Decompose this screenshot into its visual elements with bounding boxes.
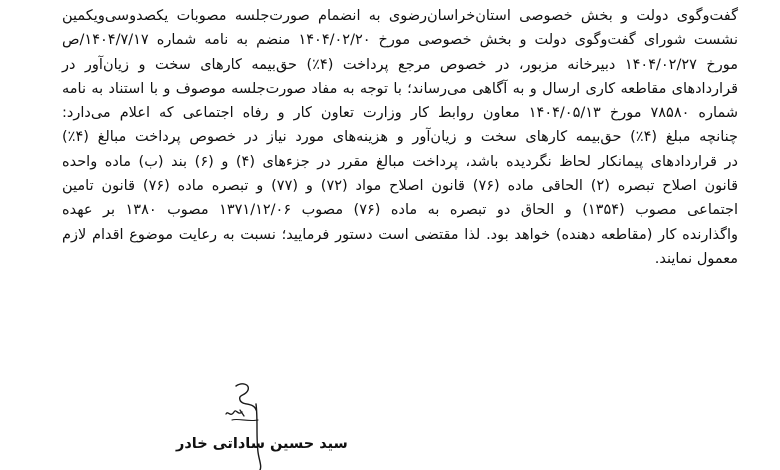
cut-off-text-row — [300, 0, 720, 2]
letter-line-8: قانون اصلاح تبصره (۲) الحاقی ماده (۷۶) قانون اصلاح مواد (۷۲) و (۷۷) و تبصره ماده (۷۶) قانون تامین — [62, 178, 739, 195]
letter-line-9: اجتماعی مصوب (۱۳۵۴) و الحاق دو تبصره به ماده (۷۶) مصوب ۱۳۷۱/۱۲/۰۶ مصوب ۱۳۸۰ بر عهده — [62, 202, 738, 219]
letter-line-11: معمول نمایند. — [654, 250, 738, 267]
letter-body — [62, 4, 738, 271]
signer-name: سید حسین ساداتی خادر — [176, 436, 348, 452]
letter-line-6: چنانچه مبلغ (۴٪) حق‌بیمه کارهای سخت و زیان‌آور و هزینه‌های مورد نیاز در خصوص پرداخت مبالغ (۴٪) — [62, 129, 738, 146]
letter-line-10: واگذارنده کار (مقاطعه دهنده) خواهد بود. لذا مقتضی است دستور فرمایید؛ نسبت به رعایت موضوع اقدام لازم — [62, 226, 738, 243]
letter-line-7: در قراردادهای پیمانکار لحاظ نگردیده باشد، پرداخت مبالغ مقرر در جزءهای (۴) و (۶) بند (ب) ماده واحده — [62, 153, 738, 170]
letter-line-1: گفت‌وگوی دولت و بخش خصوصی استان‌خراسان‌رضوی به انضمام صورت‌جلسه مصوبات یکصدوسی‌ویکمین — [62, 8, 738, 24]
letter-line-4: قراردادهای مقاطعه کاری ارسال و به آگاهی می‌رساند؛ با توجه به مفاد صورت‌جلسه موصوف و با استناد به نامه — [62, 80, 738, 97]
letter-line-2: نشست شورای گفت‌وگوی دولت و بخش خصوصی مورخ ۱۴۰۴/۰۲/۲۰ منضم به نامه شماره ۱۴۰۴/۷/۱۷/ص — [62, 32, 739, 49]
letter-line-3: مورخ ۱۴۰۴/۰۲/۲۷ دبیرخانه مزبور، در خصوص مرجع پرداخت (۴٪) حق‌بیمه کارهای سخت و زیان‌آور در — [62, 56, 738, 73]
signature-icon — [218, 380, 278, 470]
letter-line-5: شماره ۷۸۵۸۰ مورخ ۱۴۰۴/۰۵/۱۳ معاون روابط کار وزارت تعاون کار و رفاه اجتماعی که اعلام می‌دارد: — [62, 105, 738, 122]
